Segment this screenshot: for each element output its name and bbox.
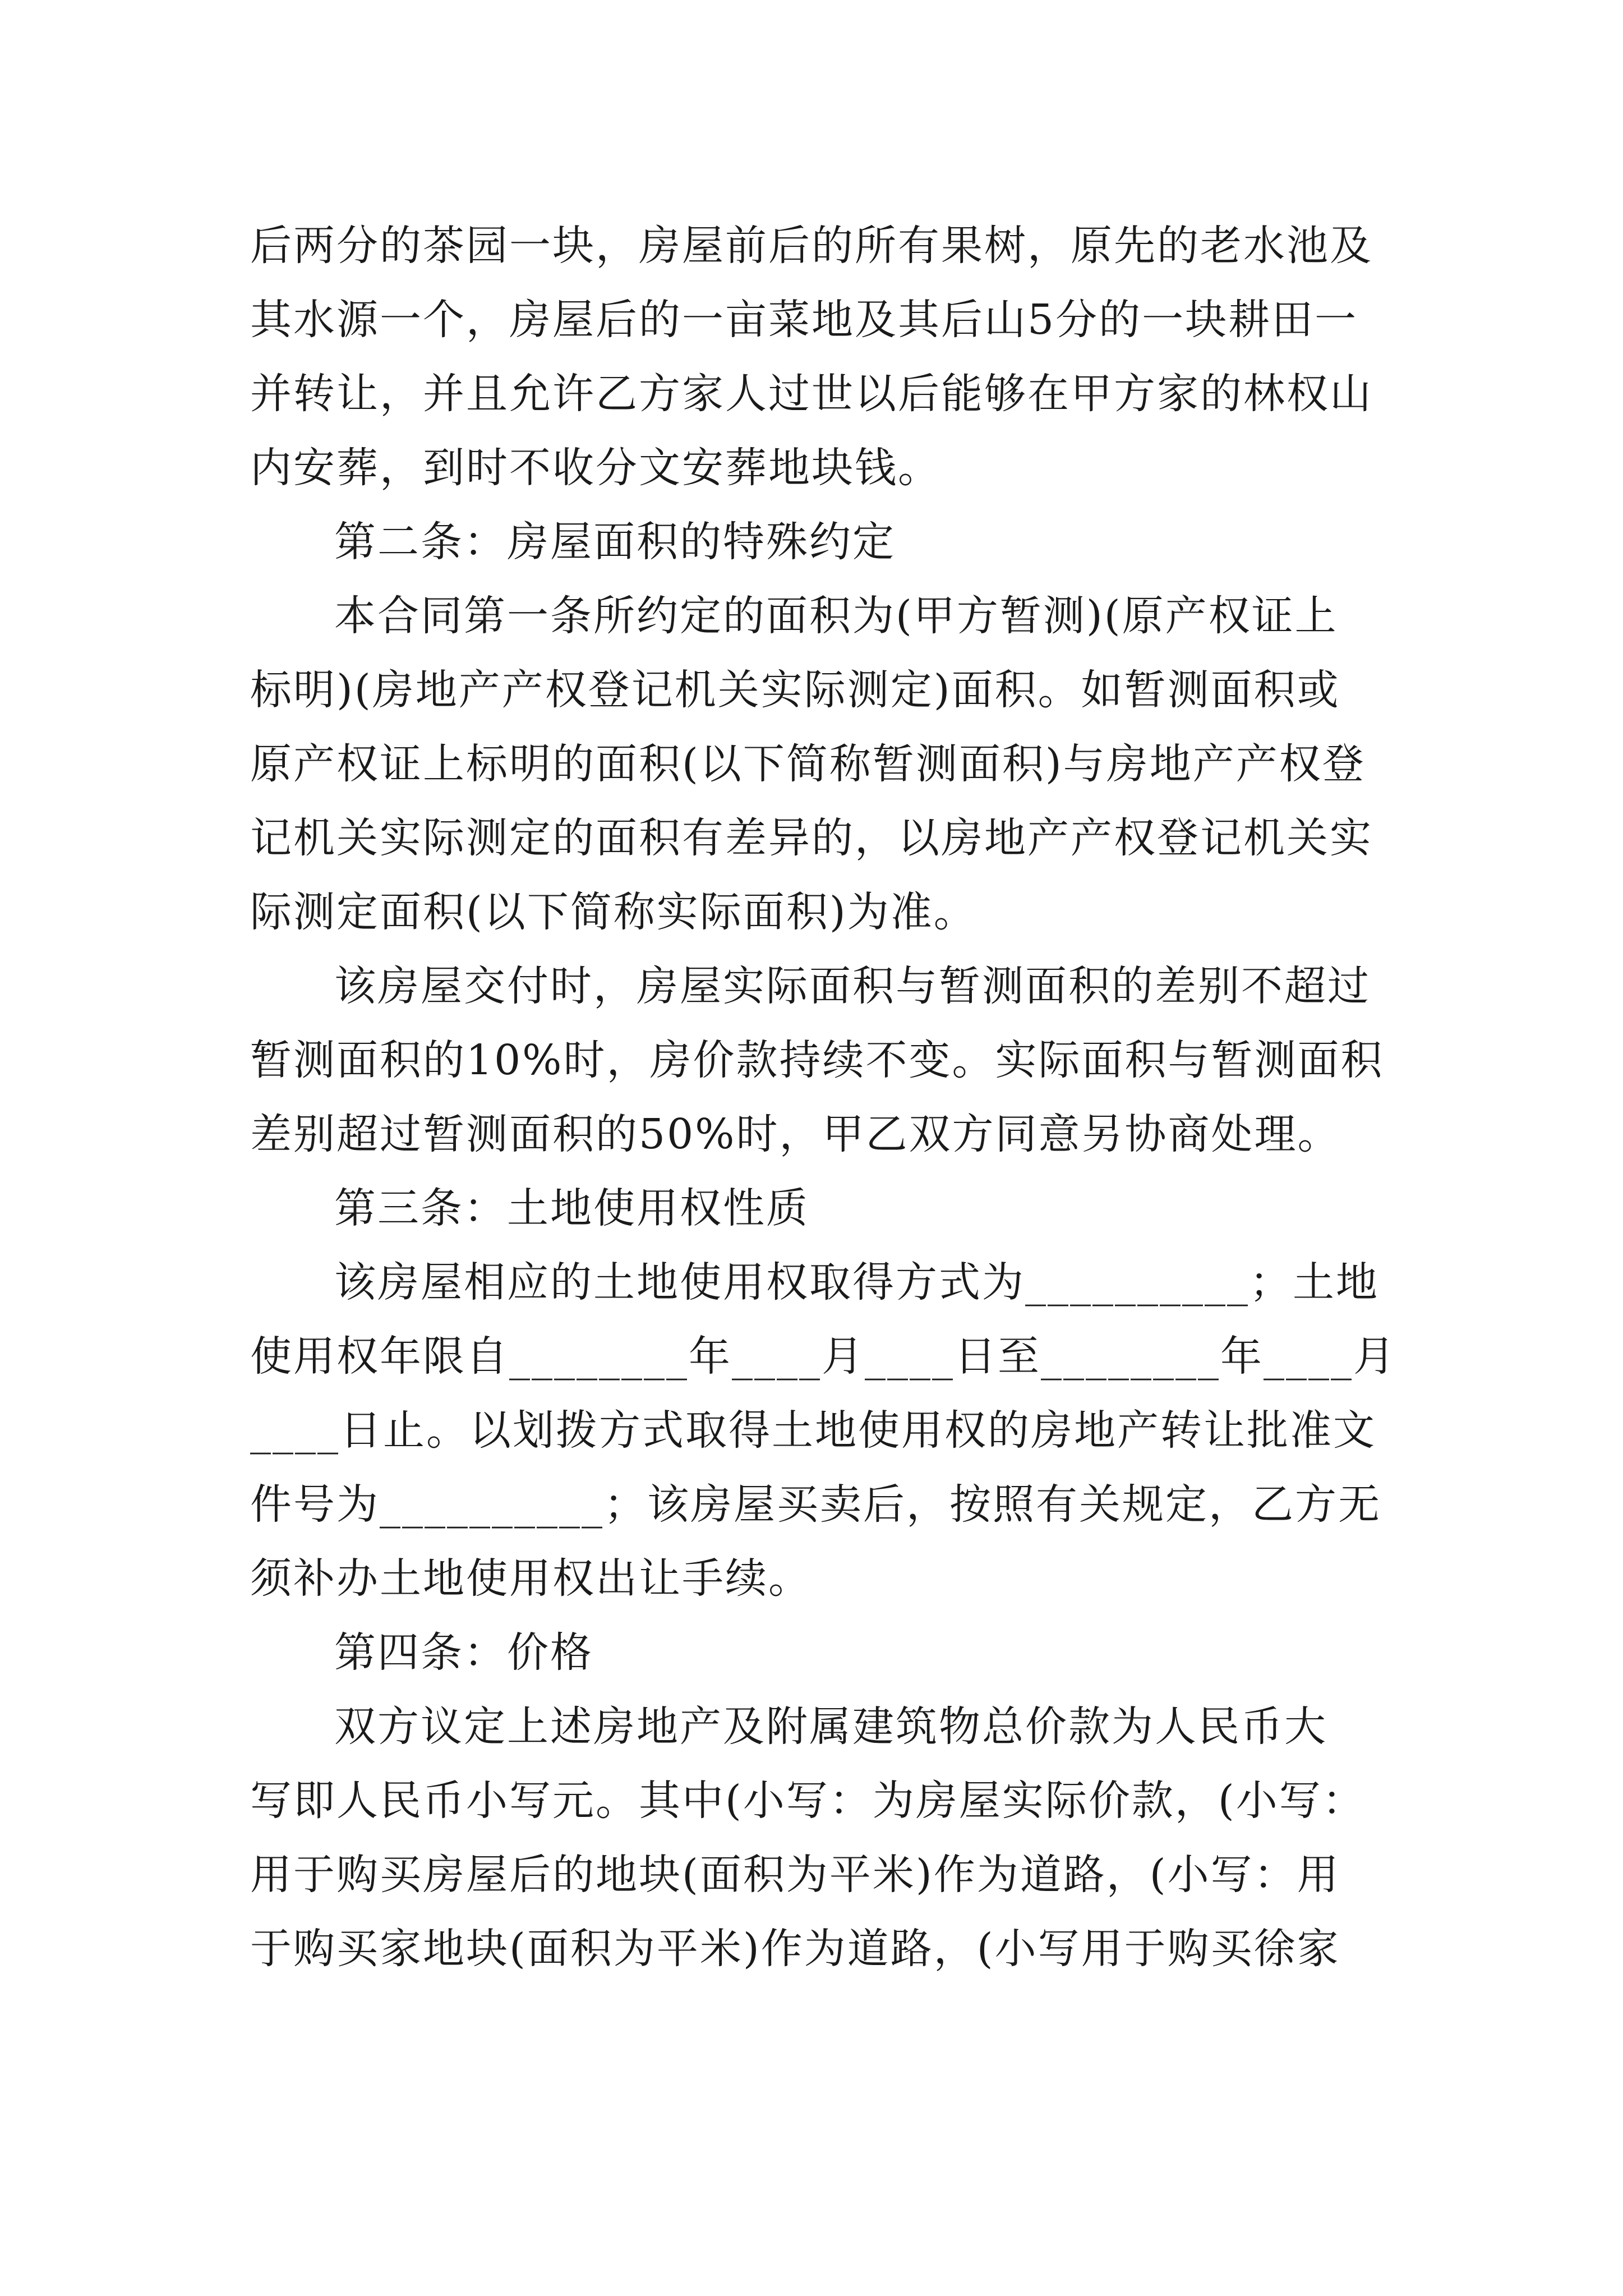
paragraph-line: ____日止。以划拨方式取得土地使用权的房地产转让批准文: [250, 1406, 1376, 1455]
paragraph-line: 该房屋交付时，房屋实际面积与暂测面积的差别不超过: [334, 962, 1371, 1010]
section-heading-article-2: 第二条：房屋面积的特殊约定: [334, 518, 896, 566]
paragraph-line: 该房屋相应的土地使用权取得方式为__________；土地: [334, 1258, 1379, 1306]
section-heading-article-4: 第四条：价格: [334, 1628, 593, 1677]
paragraph-line: 原产权证上标明的面积(以下简称暂测面积)与房地产产权登: [250, 740, 1366, 788]
paragraph-line: 后两分的茶园一块，房屋前后的所有果树，原先的老水池及: [250, 222, 1373, 270]
paragraph-line: 用于购买房屋后的地块(面积为平米)作为道路，(小写：用: [250, 1851, 1340, 1899]
paragraph-line: 本合同第一条所约定的面积为(甲方暂测)(原产权证上: [334, 592, 1338, 640]
paragraph-line: 差别超过暂测面积的50%时，甲乙双方同意另协商处理。: [250, 1110, 1341, 1158]
paragraph-line: 暂测面积的10%时，房价款持续不变。实际面积与暂测面积: [250, 1036, 1384, 1084]
paragraph-line: 须补办土地使用权出让手续。: [250, 1554, 811, 1603]
paragraph-line: 记机关实际测定的面积有差异的，以房地产产权登记机关实: [250, 814, 1373, 862]
paragraph-line: 际测定面积(以下简称实际面积)为准。: [250, 888, 977, 936]
paragraph-line: 标明)(房地产产权登记机关实际测定)面积。如暂测面积或: [250, 666, 1340, 714]
paragraph-line: 内安葬，到时不收分文安葬地块钱。: [250, 444, 941, 492]
document-body: [250, 209, 1396, 1986]
paragraph-line: 于购买家地块(面积为平米)作为道路，(小写用于购买徐家: [250, 1925, 1340, 1973]
paragraph-line: 写即人民币小写元。其中(小写：为房屋实际价款，(小写：: [250, 1777, 1366, 1825]
paragraph-line: 件号为__________；该房屋买卖后，按照有关规定，乙方无: [250, 1480, 1381, 1529]
paragraph-line: 并转让，并且允许乙方家人过世以后能够在甲方家的林权山: [250, 370, 1373, 418]
paragraph-line: 双方议定上述房地产及附属建筑物总价款为人民币大: [334, 1703, 1327, 1751]
section-heading-article-3: 第三条：土地使用权性质: [334, 1184, 809, 1232]
paragraph-line: 其水源一个，房屋后的一亩菜地及其后山5分的一块耕田一: [250, 296, 1358, 344]
paragraph-line: 使用权年限自________年____月____日至________年____月: [250, 1332, 1396, 1381]
